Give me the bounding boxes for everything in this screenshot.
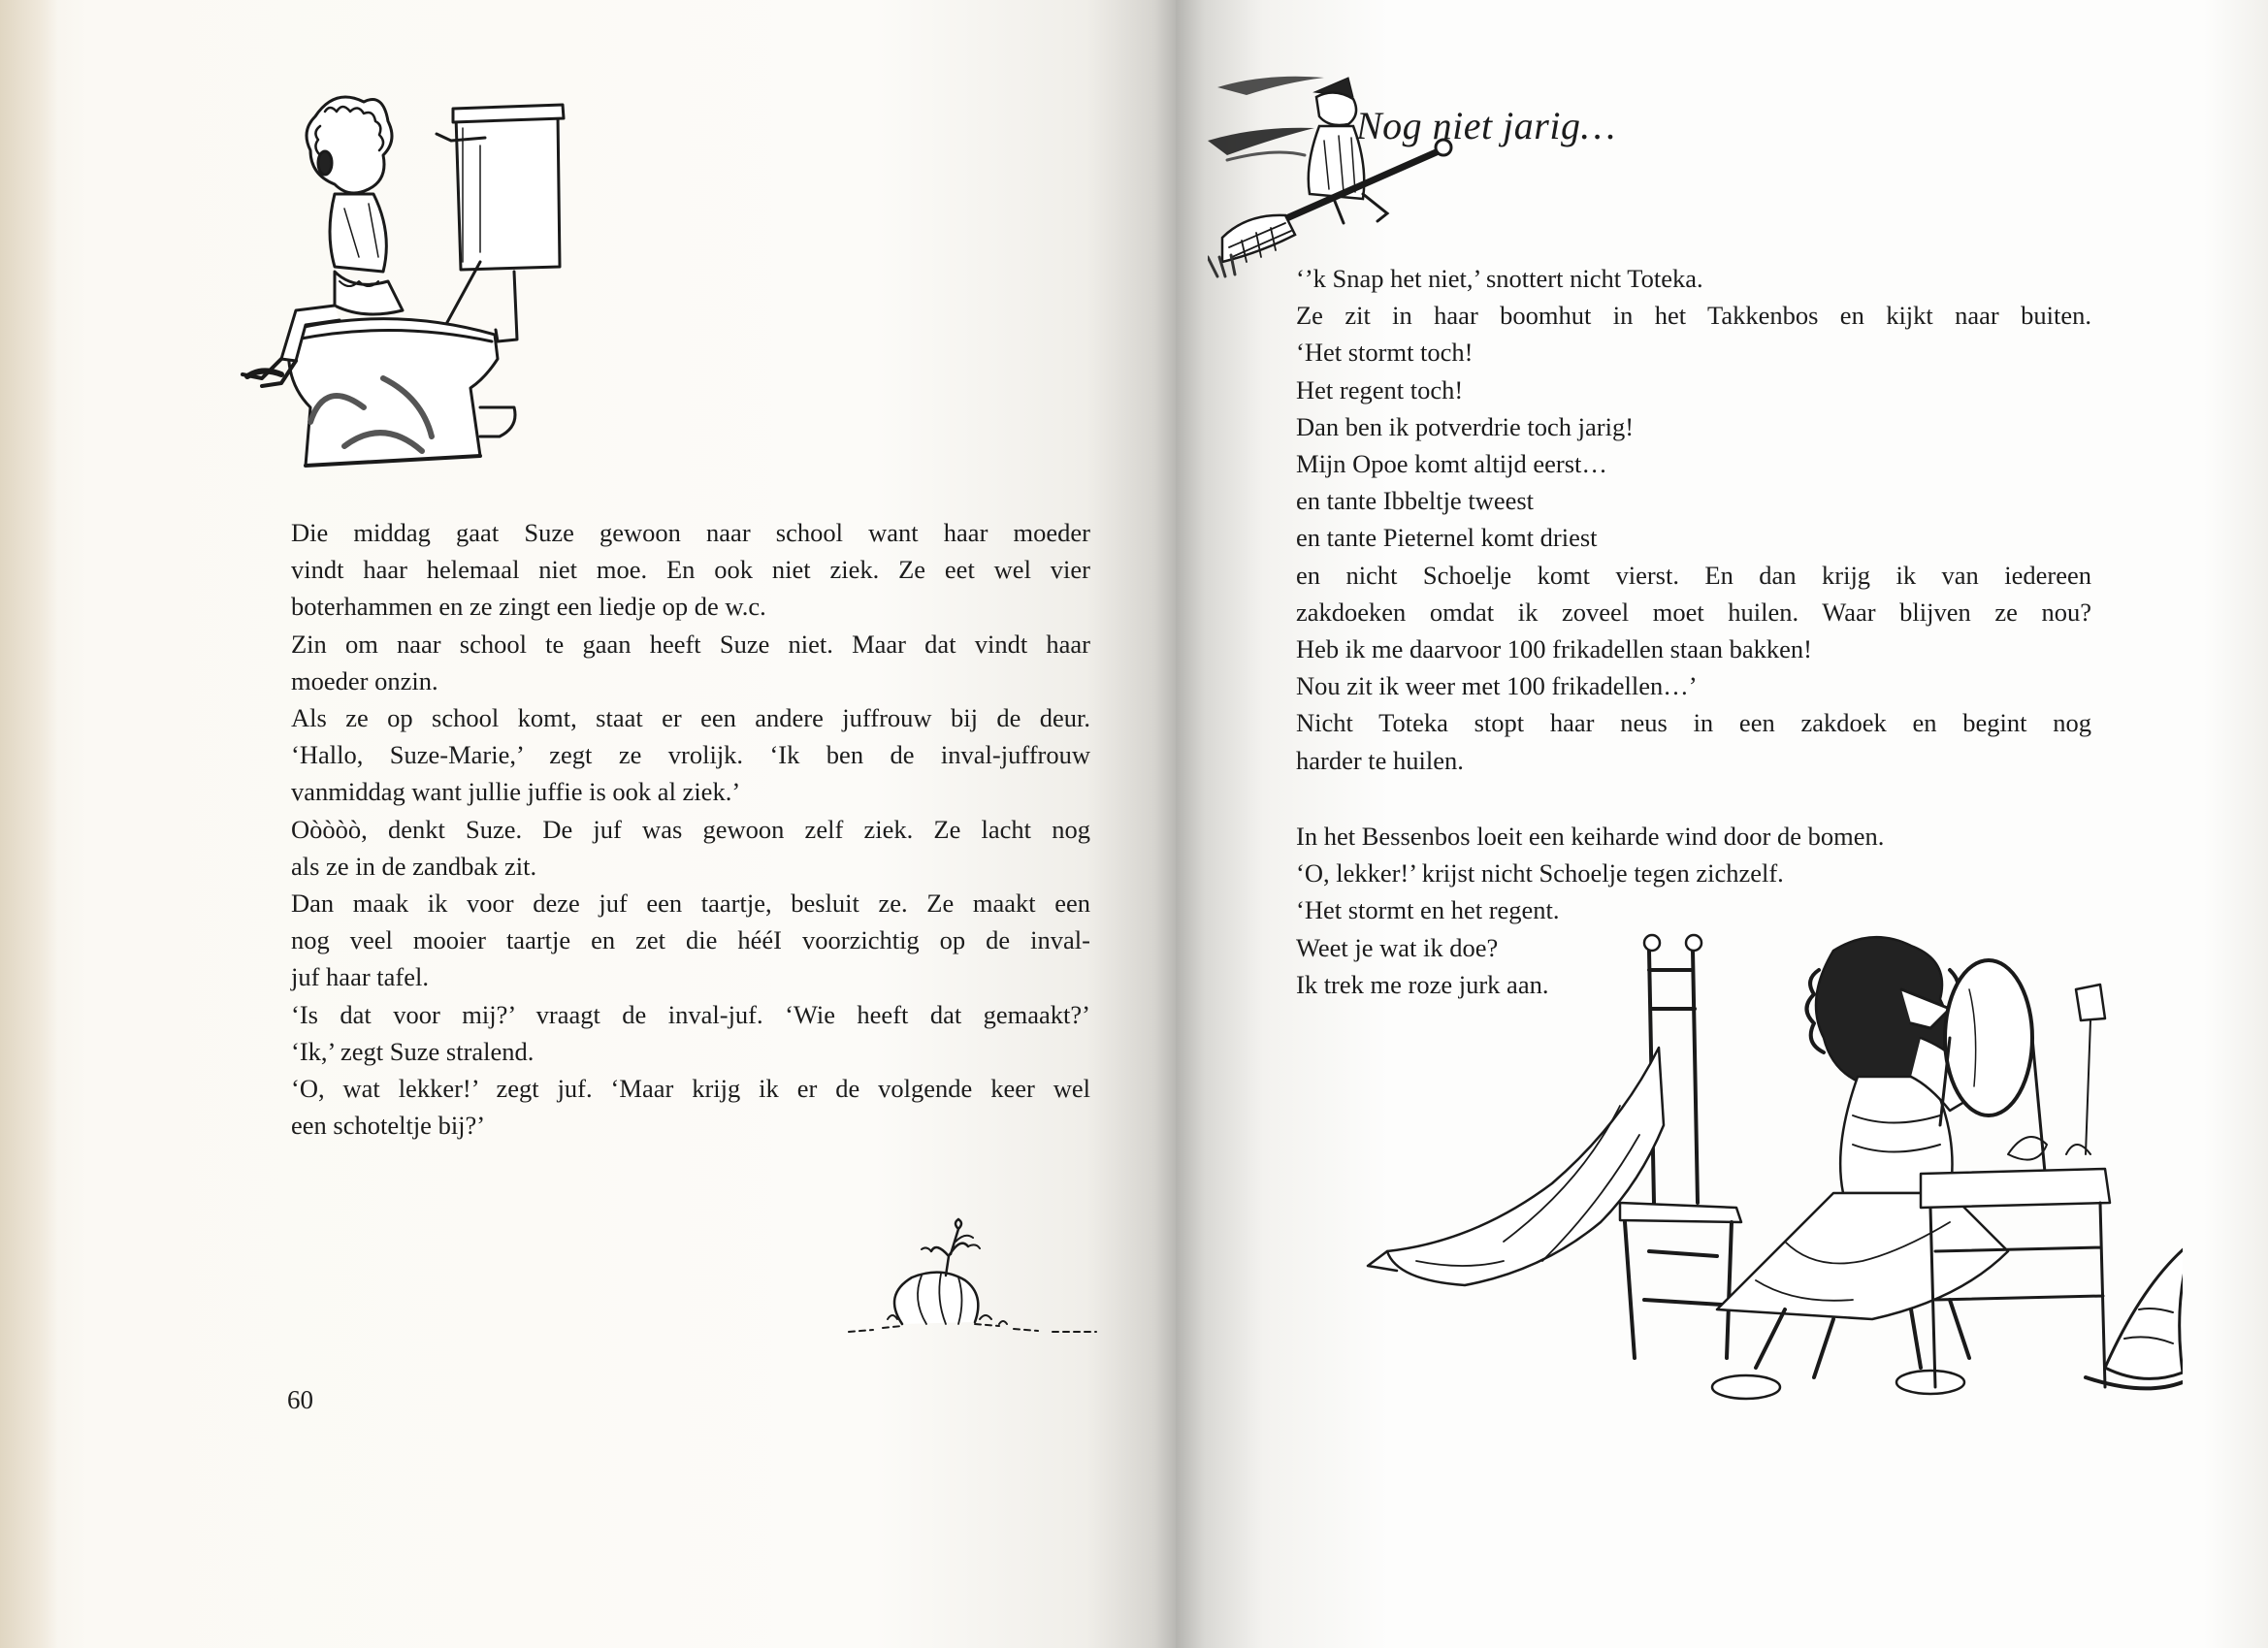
page-edge <box>0 0 58 1648</box>
text-line: Nou zit ik weer met 100 frikadellen…’ <box>1296 671 1698 701</box>
text-line: een schoteltje bij?’ <box>291 1111 486 1141</box>
text-line: ‘Ik,’ zegt Suze stralend. <box>291 1036 535 1066</box>
text-line: Nicht Toteka stopt haar neus in een zakdoek en begint nog <box>1296 708 2091 738</box>
right-body-text <box>1296 260 2091 779</box>
left-body-text <box>291 514 1090 1144</box>
witch-on-broom-illustration <box>1208 68 1460 281</box>
text-line: ‘Het stormt en het regent. <box>1296 895 1560 925</box>
text-line: nog veel mooier taartje en zet die hééI voorzichtig op de inval- <box>291 925 1090 955</box>
text-line: juf haar tafel. <box>291 962 429 992</box>
text-line: Zin om naar school te gaan heeft Suze niet. Maar dat vindt haar <box>291 629 1090 659</box>
text-line: en tante Pieternel komt driest <box>1296 523 1598 553</box>
text-line: en nicht Schoelje komt vierst. En dan krijg ik van iedereen <box>1296 560 2091 590</box>
text-line: harder te huilen. <box>1296 745 1464 775</box>
page-number: 60 <box>287 1385 313 1414</box>
text-line: Die middag gaat Suze gewoon naar school want haar moeder <box>291 518 1090 547</box>
text-line: Ik trek me roze jurk aan. <box>1296 969 1549 999</box>
text-line: ‘Het stormt toch! <box>1296 338 1474 368</box>
text-line: In het Bessenbos loeit een keiharde wind door de bomen. <box>1296 822 1885 851</box>
text-line: Dan ben ik potverdrie toch jarig! <box>1296 411 1635 441</box>
text-line: ‘’k Snap het niet,’ snottert nicht Toteka. <box>1296 264 1703 293</box>
text-line: ‘Is dat voor mij?’ vraagt de inval-juf. ‘Wie heeft dat gemaakt?’ <box>291 999 1090 1029</box>
text-line: Oòòòò, denkt Suze. De juf was gewoon zelf ziek. Ze lacht nog <box>291 814 1090 844</box>
text-line: Ze zit in haar boomhut in het Takkenbos en kijkt naar buiten. <box>1296 301 2091 331</box>
text-line: vindt haar helemaal niet moe. En ook niet ziek. Ze eet wel vier <box>291 555 1090 585</box>
text-line: Het regent toch! <box>1296 374 1464 404</box>
text-line: Dan maak ik voor deze juf een taartje, besluit ze. Ze maakt een <box>291 889 1090 919</box>
text-line: moeder onzin. <box>291 665 438 695</box>
text-line: Weet je wat ik doe? <box>1296 932 1499 962</box>
text-line: Heb ik me daarvoor 100 frikadellen staan bakken! <box>1296 634 1813 664</box>
text-line: als ze in de zandbak zit. <box>291 851 537 881</box>
girl-on-toilet-illustration <box>189 87 577 485</box>
text-line: Mijn Opoe komt altijd eerst… <box>1296 449 1607 479</box>
text-line: ‘Hallo, Suze-Marie,’ zegt ze vrolijk. ‘Ik ben de inval-juffrouw <box>291 740 1090 770</box>
witch-at-dressing-table-illustration <box>1329 931 2183 1416</box>
text-line: ‘O, lekker!’ krijst nicht Schoelje tegen zichzelf. <box>1296 858 1784 889</box>
text-line: zakdoeken omdat ik zoveel moet huilen. Waar blijven ze nou? <box>1296 597 2091 627</box>
text-line: Als ze op school komt, staat er een andere juffrouw bij de deur. <box>291 703 1090 733</box>
text-line: en tante Ibbeltje tweest <box>1296 486 1535 516</box>
text-line: vanmiddag want jullie juffie is ook al ziek.’ <box>291 777 741 807</box>
chapter-title: Nog niet jarig… <box>1356 104 1616 147</box>
text-line: boterhammen en ze zingt een liedje op de w.c. <box>291 592 766 622</box>
text-line: ‘O, wat lekker!’ zegt juf. ‘Maar krijg ik er de volgende keer wel <box>291 1074 1090 1104</box>
pumpkin-illustration <box>844 1217 1106 1343</box>
